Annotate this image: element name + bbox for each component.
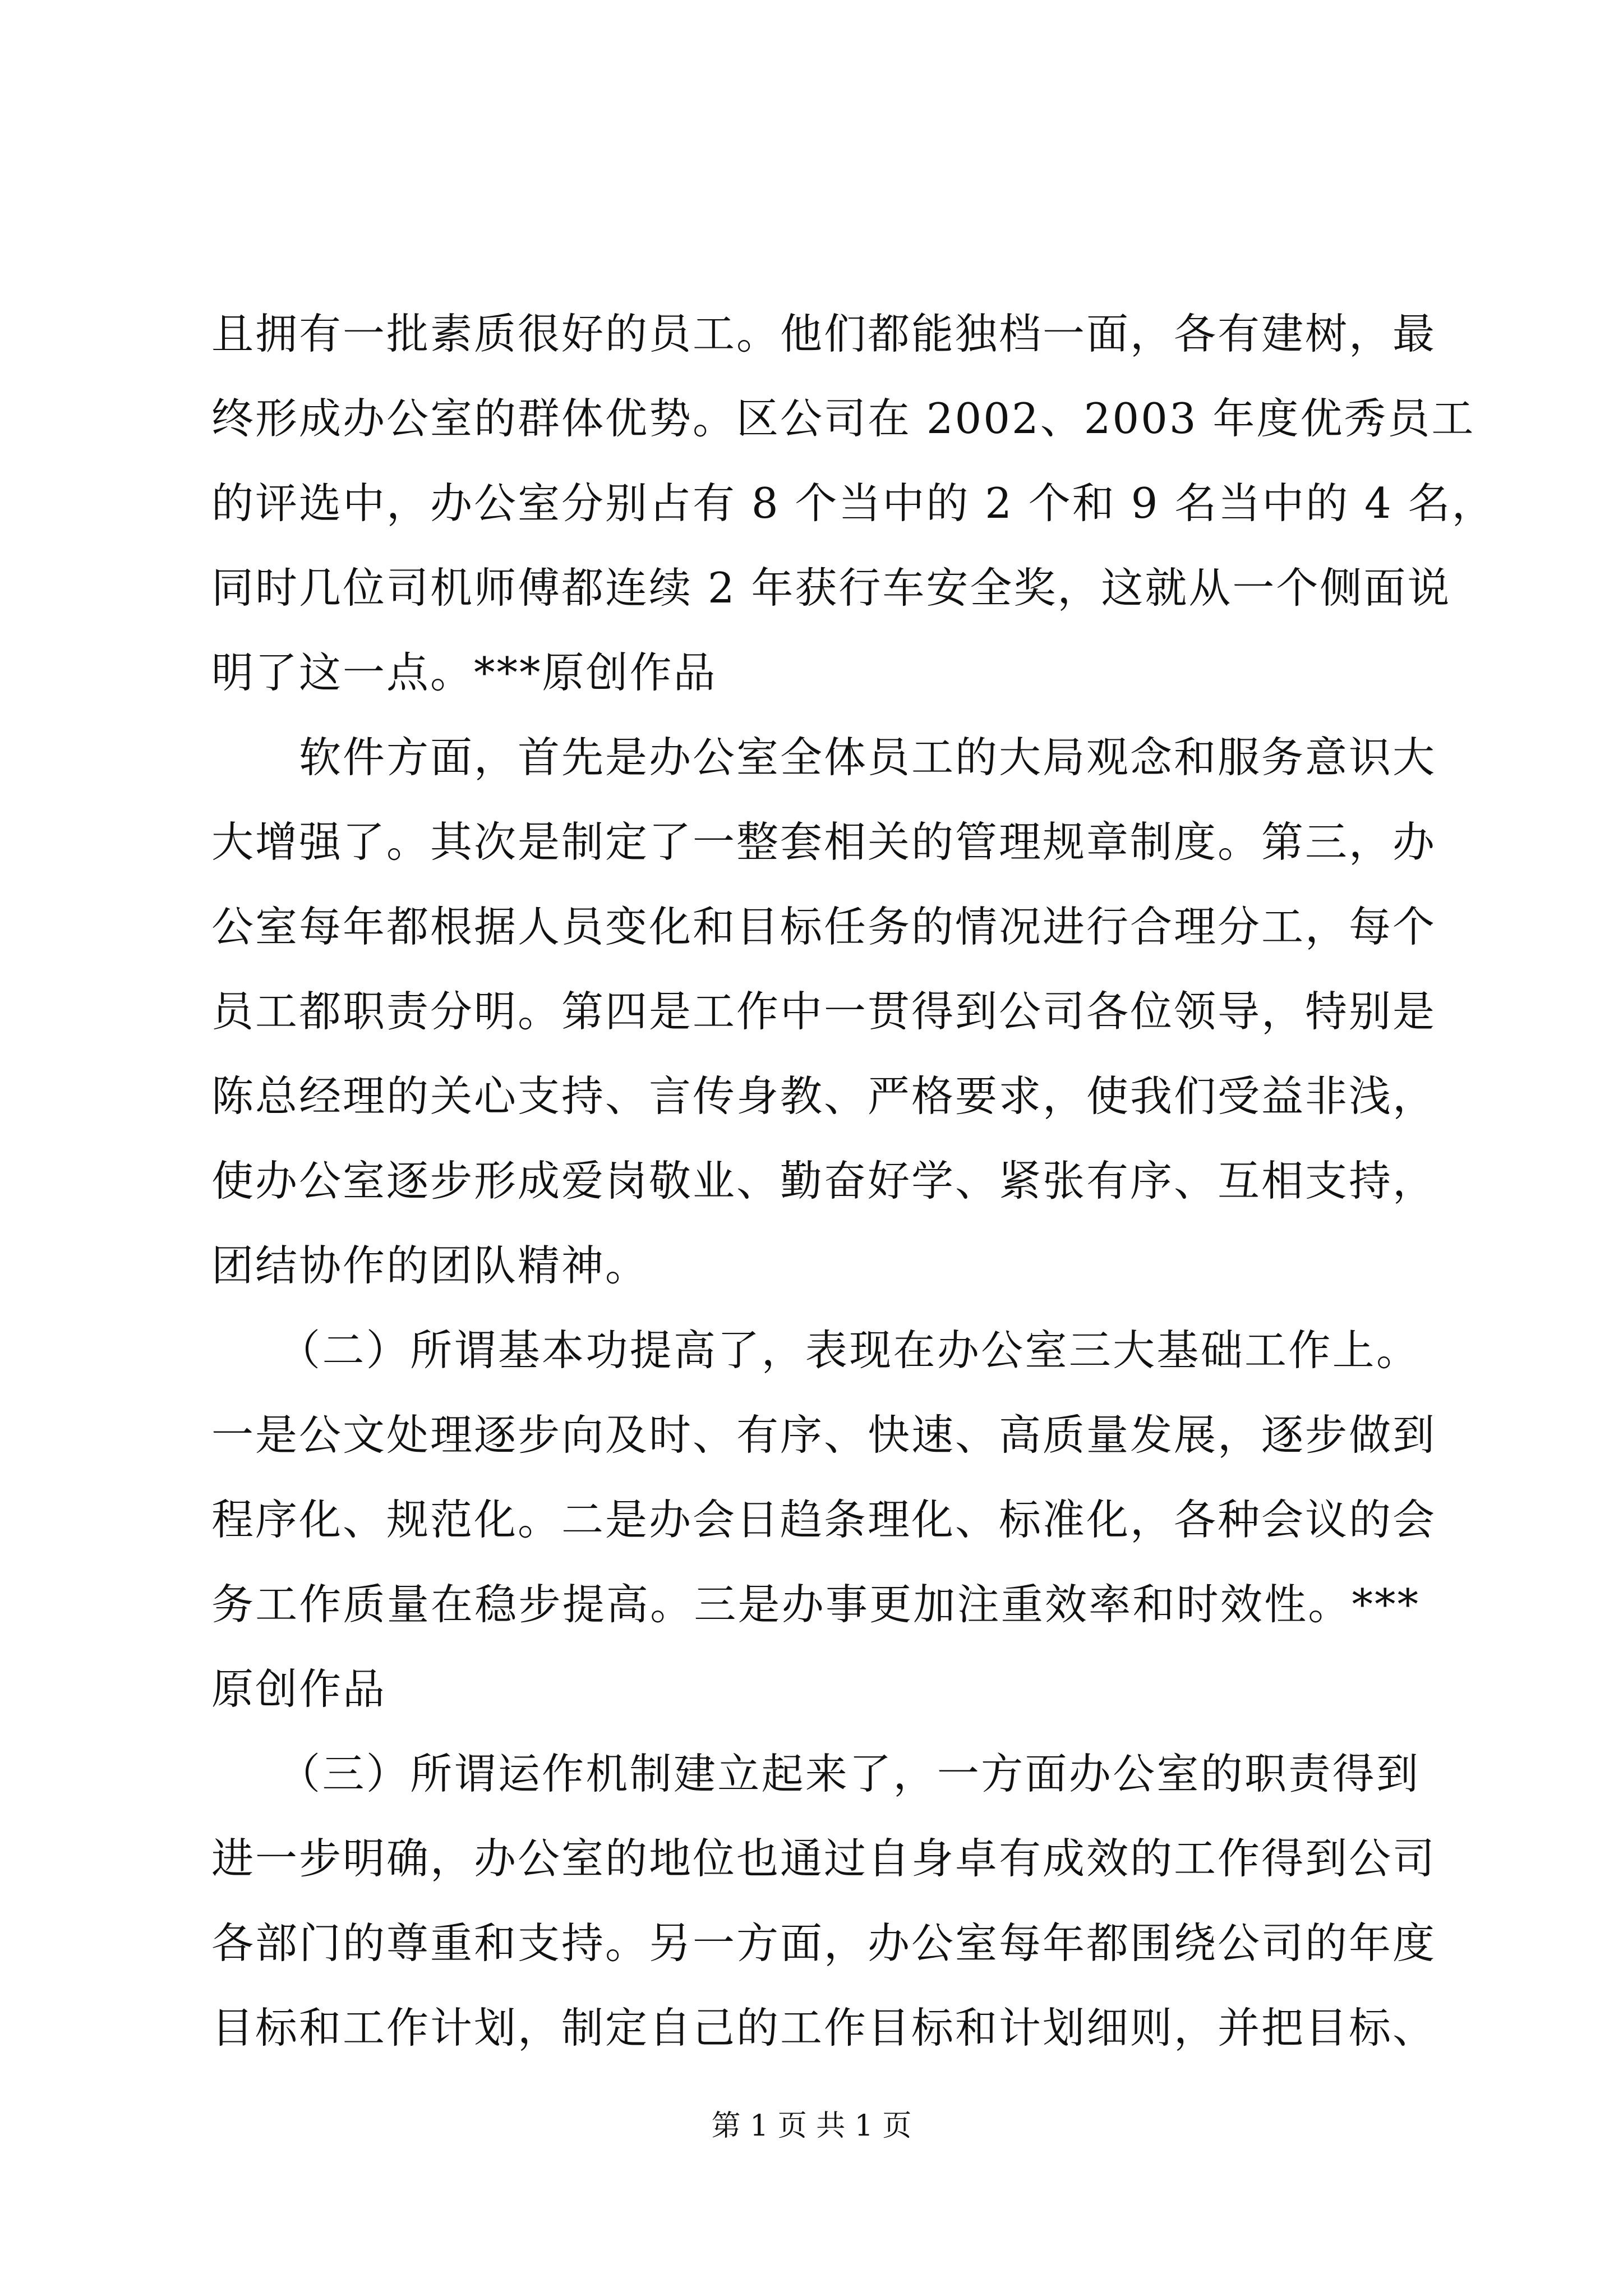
text-line: 进一步明确，办公室的地位也通过自身卓有成效的工作得到公司 xyxy=(211,1834,1437,1883)
text-line: 团结协作的团队精神。 xyxy=(211,1241,649,1290)
text-line: 终形成办公室的群体优势。区公司在 2002、2003 年度优秀员工 xyxy=(211,394,1476,443)
text-line: 软件方面，首先是办公室全体员工的大局观念和服务意识大 xyxy=(211,733,1437,782)
text-line: 使办公室逐步形成爱岗敬业、勤奋好学、紧张有序、互相支持， xyxy=(211,1156,1437,1205)
text-line: 陈总经理的关心支持、言传身教、严格要求，使我们受益非浅， xyxy=(211,1071,1437,1121)
text-line: 同时几位司机师傅都连续 2 年获行车安全奖，这就从一个侧面说 xyxy=(211,563,1451,613)
text-line: 员工都职责分明。第四是工作中一贯得到公司各位领导，特别是 xyxy=(211,987,1437,1036)
text-line: 目标和工作计划，制定自己的工作目标和计划细则，并把目标、 xyxy=(211,2003,1437,2053)
text-line: 公室每年都根据人员变化和目标任务的情况进行合理分工，每个 xyxy=(211,902,1437,951)
page-footer xyxy=(0,2106,1623,2146)
text-line: 务工作质量在稳步提高。三是办事更加注重效率和时效性。*** xyxy=(211,1580,1420,1629)
text-line: 原创作品 xyxy=(211,1664,387,1714)
text-line: 程序化、规范化。二是办会日趋条理化、标准化，各种会议的会 xyxy=(211,1495,1437,1544)
text-line: 且拥有一批素质很好的员工。他们都能独档一面，各有建树，最 xyxy=(211,309,1437,358)
text-line: 各部门的尊重和支持。另一方面，办公室每年都围绕公司的年度 xyxy=(211,1918,1437,1968)
text-line: 一是公文处理逐步向及时、有序、快速、高质量发展，逐步做到 xyxy=(211,1410,1437,1460)
text-line: （二）所谓基本功提高了，表现在办公室三大基础工作上。 xyxy=(211,1326,1420,1375)
text-line: （三）所谓运作机制建立起来了，一方面办公室的职责得到 xyxy=(211,1749,1420,1798)
text-line: 的评选中，办公室分别占有 8 个当中的 2 个和 9 名当中的 4 名， xyxy=(211,478,1496,528)
body-text xyxy=(211,292,1496,2070)
text-line: 大增强了。其次是制定了一整套相关的管理规章制度。第三，办 xyxy=(211,817,1437,867)
page-number-label: 第 1 页 共 1 页 xyxy=(711,2109,912,2143)
text-line: 明了这一点。***原创作品 xyxy=(211,648,717,697)
